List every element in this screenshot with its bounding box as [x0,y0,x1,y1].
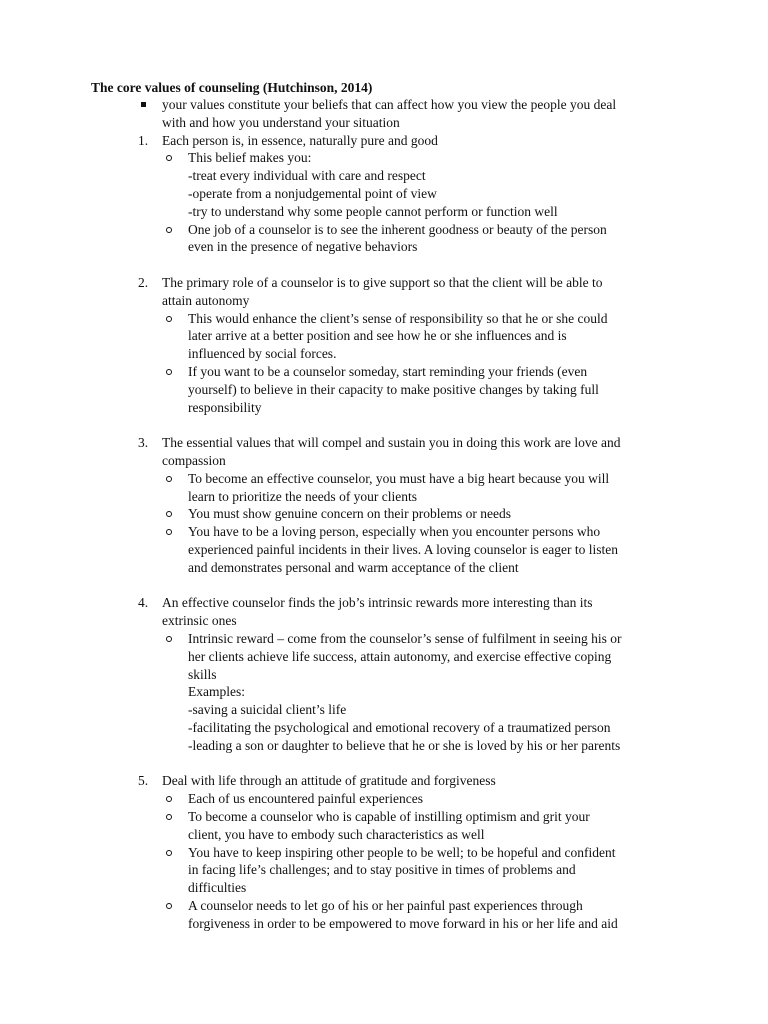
sub-bullet-line: Each of us encountered painful experiences [188,791,424,807]
sub-bullet-line: her clients achieve life success, attain autonomy, and exercise effective coping [188,648,612,664]
item-heading-line: An effective counselor finds the job’s intrinsic rewards more interesting than its [162,595,593,611]
item-heading-line: Each person is, in essence, naturally pure and good [162,132,438,148]
item-number: 3. [138,435,149,451]
sub-bullet-line: skills [188,666,217,682]
circle-bullet-icon [166,476,172,482]
item-heading-line: The essential values that will compel and sustain you in doing this work are love and [162,435,621,451]
item-number: 5. [138,773,149,789]
sub-bullet-line: -leading a son or daughter to believe that he or she is loved by his or her parents [188,737,621,753]
sub-bullet-line: and demonstrates personal and warm acceptance of the client [188,559,519,575]
sub-bullet-line: difficulties [188,880,247,896]
circle-bullet-icon [166,796,172,802]
sub-bullet-line: -try to understand why some people cannot perform or function well [188,203,558,219]
circle-bullet-icon [166,903,172,909]
sub-bullet-line: A counselor needs to let go of his or her painful past experiences through [188,898,583,913]
intro-bullet-line: with and how you understand your situation [162,114,400,130]
sub-bullet-line: -treat every individual with care and respect [188,168,426,184]
sub-bullet-line: Intrinsic reward – come from the counselor’s sense of fulfilment in seeing his or [188,631,622,646]
sub-bullet-line: To become an effective counselor, you must have a big heart because you will [188,470,610,486]
sub-bullet-line: To become a counselor who is capable of instilling optimism and grit your [188,809,590,824]
circle-bullet-icon [166,227,172,233]
circle-bullet-icon [166,850,172,856]
sub-bullet-line: -facilitating the psychological and emotional recovery of a traumatized person [188,720,611,735]
sub-bullet-line: learn to prioritize the needs of your clients [188,488,418,504]
sub-bullet-line: forgiveness in order to be empowered to move forward in his or her life and aid [188,915,618,931]
sub-bullet-line: Examples: [188,684,245,700]
circle-bullet-icon [166,155,172,161]
item-heading-line: Deal with life through an attitude of gratitude and forgiveness [162,773,496,789]
intro-bullet-line: your values constitute your beliefs that can affect how you view the people you deal [162,97,617,112]
sub-bullet-line: If you want to be a counselor someday, start reminding your friends (even [188,364,588,379]
circle-bullet-icon [166,511,172,517]
square-bullet-icon [141,102,146,107]
sub-bullet-line: client, you have to embody such characteristics as well [188,826,485,842]
sub-bullet-line: in facing life’s challenges; and to stay positive in times of problems and [188,862,576,878]
sub-bullet-line: responsibility [188,399,262,415]
circle-bullet-icon [166,529,172,535]
document-title: The core values of counseling (Hutchinson, 2014) [91,80,373,95]
item-number: 2. [138,275,149,290]
circle-bullet-icon [166,636,172,642]
sub-bullet-line: One job of a counselor is to see the inherent goodness or beauty of the person [188,221,607,237]
item-heading-line: compassion [162,453,226,468]
sub-bullet-line: later arrive at a better position and see how he or she influences and is [188,328,567,344]
circle-bullet-icon [166,369,172,375]
circle-bullet-icon [166,316,172,322]
sub-bullet-line: -saving a suicidal client’s life [188,702,347,718]
item-heading-line: The primary role of a counselor is to give support so that the client will be able to [162,275,603,290]
item-heading-line: attain autonomy [162,292,250,308]
sub-bullet-line: You have to be a loving person, especially when you encounter persons who [188,524,601,540]
sub-bullet-line: experienced painful incidents in their lives. A loving counselor is eager to listen [188,542,619,557]
sub-bullet-line: You must show genuine concern on their problems or needs [188,506,511,522]
sub-bullet-line: -operate from a nonjudgemental point of view [188,186,437,201]
sub-bullet-line: You have to keep inspiring other people to be well; to be hopeful and confident [188,844,616,860]
sub-bullet-line: influenced by social forces. [188,346,337,362]
sub-bullet-line: yourself) to believe in their capacity to make positive changes by taking full [188,381,599,397]
item-number: 4. [138,595,149,611]
sub-bullet-line: This would enhance the client’s sense of responsibility so that he or she could [188,310,608,326]
sub-bullet-line: even in the presence of negative behaviors [188,239,418,255]
circle-bullet-icon [166,814,172,820]
sub-bullet-line: This belief makes you: [188,150,312,166]
item-number: 1. [138,132,149,148]
item-heading-line: extrinsic ones [162,613,237,629]
